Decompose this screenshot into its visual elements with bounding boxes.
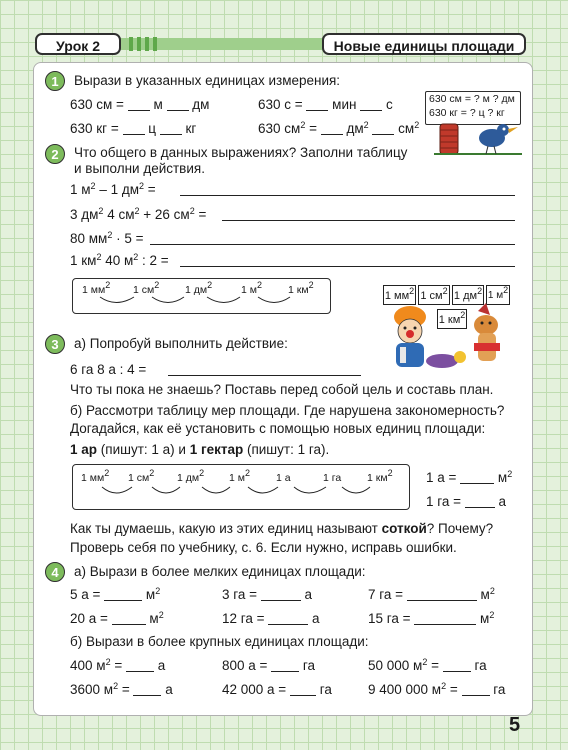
unit-label: 1 $дм^2$ (177, 468, 205, 484)
unit-card: 1 $м^2$ (486, 285, 510, 305)
unit-card: 1 $км^2$ (437, 309, 467, 329)
header-stripe (129, 37, 133, 51)
task4b-item: 3600 $м^2 = а$ (70, 681, 173, 697)
unit-label: 1 $мм^2$ (82, 280, 111, 296)
unit-label: 1 $км^2$ (288, 280, 314, 296)
clown-and-dog-illustration (386, 303, 514, 375)
task4b-item: 50 000 $м^2$ = га (368, 657, 487, 673)
task2-expr4: 1 $км^2$ 40 $м^2$ : 2 = (70, 252, 169, 268)
topic-title: Новые единицы площади (322, 33, 526, 55)
task4a-item: 5 $а = м^2$ (70, 586, 161, 602)
unit-label: 1 $см^2$ (133, 280, 160, 296)
header-stripe (145, 37, 149, 51)
unit-label: 1 $м^2$ (229, 468, 250, 484)
unit-label: 1 $м^2$ (241, 280, 262, 296)
task-number: 3 (45, 334, 65, 354)
unit-card: 1 $дм^2$ (452, 285, 484, 305)
header-stripe (153, 37, 157, 51)
task4a-item: 15 га = $м^2$ (368, 610, 495, 626)
task4a-item: 7 га = $м^2$ (368, 586, 495, 602)
task2-expr2: 3 $дм^2$ 4 $см^2 + 26$ $см^2$ = (70, 206, 207, 222)
task3-ar-hectare: 1 ар (пишут: 1 а) и 1 гектар (пишут: 1 га). (70, 442, 330, 457)
answer-line (180, 266, 515, 267)
answer-line (150, 244, 515, 245)
task4b-item: 400 $м^2 = а$ (70, 657, 166, 673)
answer-line (180, 195, 515, 196)
unit-label: 1 $мм^2$ (81, 468, 110, 484)
unit-card: 1 $мм^2$ (383, 285, 416, 305)
task4a-item: 3 га = а (222, 587, 313, 602)
task-number: 1 (45, 71, 65, 91)
ar-equation: 1 $а = м^2$ (426, 469, 513, 485)
task4b-item: 9 400 000 $м^2$ = га (368, 681, 506, 697)
task4b-item: 42 000 а = га (222, 682, 332, 697)
task1-row2-right: 630 $см^2 = дм^2$ $см^2$ (258, 120, 420, 136)
unit-label: 1 $дм^2$ (185, 280, 213, 296)
unit-label: 1 а (276, 472, 291, 484)
unit-arcs (72, 484, 408, 502)
bird-on-spool-illustration (430, 118, 526, 158)
unit-card: 1 $см^2$ (418, 285, 450, 305)
task4b-title: б) Вырази в более крупных единицах площади: (70, 634, 369, 649)
task2-title-line2: и выполни действия. (74, 161, 205, 176)
task3-question1: Что ты пока не знаешь? Поставь перед собой цель и составь план. (70, 382, 494, 397)
page-number: 5 (509, 714, 521, 736)
task4a-item: 20 $а = м^2$ (70, 610, 164, 626)
task-number: 2 (45, 144, 65, 164)
unit-label: 1 $км^2$ (367, 468, 393, 484)
task1-title: Вырази в указанных единицах измерения: (74, 73, 341, 88)
header-stripe (137, 37, 141, 51)
hint-line1: 630 см = ? м ? дм (429, 93, 515, 105)
hint-line2: 630 кг = ? ц ? кг (429, 107, 505, 119)
task4a-item: 12 га = а (222, 611, 320, 626)
answer-line (168, 375, 361, 376)
task3a-expr: 6 га 8 а : 4 = (70, 362, 147, 377)
answer-line (222, 220, 515, 221)
task3-question2: Как ты думаешь, какую из этих единиц называют соткой? Почему? (70, 521, 494, 536)
task3a-title: а) Попробуй выполнить действие: (74, 336, 288, 351)
task3b-line1: б) Рассмотри таблицу мер площади. Где нарушена закономерность? (70, 403, 505, 418)
task1-row1-right: 630 с = мин с (258, 97, 393, 112)
task2-expr3: 80 $мм^2 \cdot 5$ = (70, 230, 144, 246)
unit-arcs (72, 294, 329, 310)
task2-expr1: 1 $м^2 - 1$ $дм^2$ = (70, 181, 156, 197)
hectare-equation: 1 га = а (426, 494, 507, 509)
task4b-item: 800 а = га (222, 658, 316, 673)
task2-title-line1: Что общего в данных выражениях? Заполни таблицу (74, 145, 408, 160)
unit-label: 1 $см^2$ (128, 468, 155, 484)
unit-label: 1 га (323, 472, 342, 484)
task3b-line2: Догадайся, как её установить с помощью новых единиц площади: (70, 421, 486, 436)
task-number: 4 (45, 562, 65, 582)
task1-row2-left: 630 кг = ц кг (70, 121, 197, 136)
task3-question3: Проверь себя по учебнику, с. 6. Если нужно, исправь ошибки. (70, 540, 457, 555)
task4a-title: а) Вырази в более мелких единицах площади: (74, 564, 366, 579)
lesson-label: Урок 2 (35, 33, 121, 55)
task1-row1-left: 630 см = м дм (70, 97, 210, 112)
